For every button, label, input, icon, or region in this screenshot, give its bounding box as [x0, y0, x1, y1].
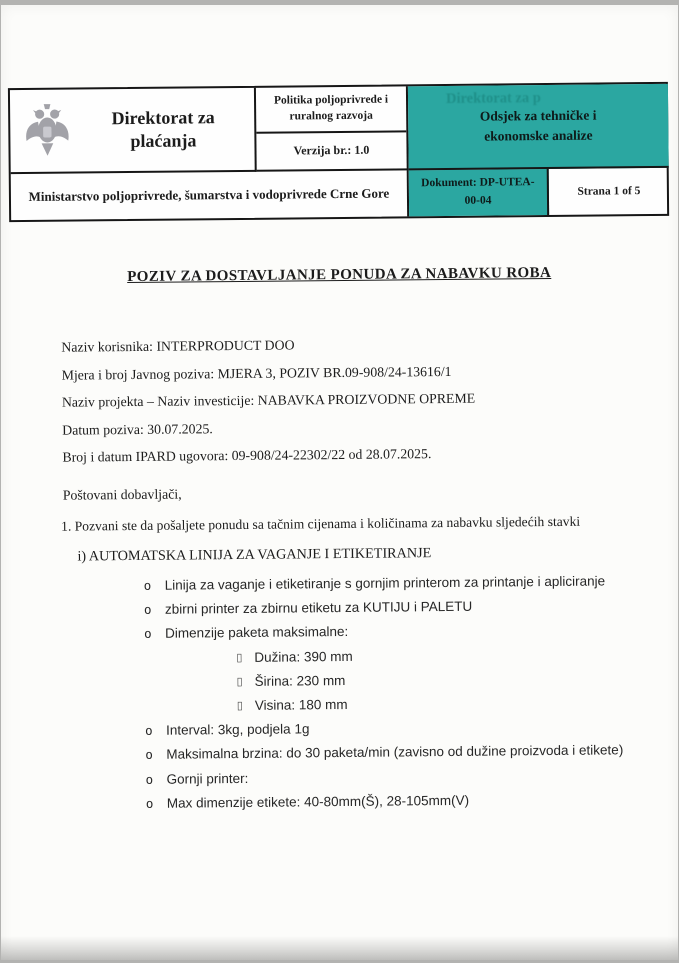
list-subitem: ▯ Širina: 230 mm: [236, 666, 626, 694]
document-header-table: [8, 82, 669, 222]
header-cell-policy-version: [256, 86, 409, 171]
version-label: Verzija br.: 1.0: [293, 143, 370, 158]
info-line-beneficiary: Naziv korisnika: INTERPRODUCT DOO: [61, 337, 295, 355]
list-item: o Maksimalna brzina: do 30 paketa/min (zavisno od dužine proizvoda i etikete): [145, 739, 627, 768]
header-cell-page-number: [549, 168, 669, 215]
list-item: o Dimenzije paketa maksimalne:: [144, 618, 626, 647]
list-subitem: ▯ Visina: 180 mm: [237, 690, 627, 718]
document-code-label: Dokument: DP-UTEA-00-04: [421, 176, 535, 207]
list-item: o Max dimenzije etikete: 40-80mm(Š), 28-105mm(V): [146, 787, 628, 816]
bullet-marker: o: [143, 577, 152, 593]
square-bullet-marker: ▯: [236, 699, 243, 713]
scan-content: [0, 2, 679, 963]
bullet-marker: o: [145, 723, 153, 739]
list-item: o Linija za vaganje i etiketiranje s gornjim printerom za printanje i apliciranje: [144, 569, 626, 598]
directorate-title: Direktorat za plaćanja: [111, 106, 215, 152]
square-bullet-marker: ▯: [236, 651, 243, 664]
list-subitem: ▯ Dužina: 390 mm: [236, 642, 626, 670]
ministry-label: Ministarstvo poljoprivrede, šumarstva i vodoprivrede Crne Gore: [28, 185, 390, 205]
specification-list: [144, 569, 628, 816]
header-cell-ministry: [11, 170, 409, 220]
list-item: o zbirni printer za zbirnu etiketu za KUTIJU i PALETU: [144, 593, 626, 622]
page-number-label: Strana 1 of 5: [577, 185, 641, 198]
list-item: o Interval: 3kg, podjela 1g: [145, 714, 627, 743]
bullet-marker: o: [144, 626, 152, 642]
bullet-marker: o: [145, 795, 154, 811]
info-line-project: Naziv projekta – Naziv investicije: NABAVKA PROIZVODNE OPREME: [61, 390, 476, 410]
page-title: POZIV ZA DOSTAVLJANJE PONUDA ZA NABAVKU ROBA: [127, 264, 552, 286]
bullet-marker: o: [145, 771, 154, 787]
bullet-marker: o: [143, 602, 152, 618]
policy-label: Politika poljoprivrede i ruralnog razvoja: [256, 86, 406, 133]
paper-sheet: [1, 5, 678, 960]
numbered-intro-item: 1. Pozvani ste da pošaljete ponudu sa tačnim cijenama i količinama za nabavku sljedećih stavki: [61, 513, 581, 534]
info-line-contract: Broj i datum IPARD ugovora: 09-908/24-22302/22 od 28.07.2025.: [62, 446, 432, 465]
coat-of-arms-icon: [22, 101, 73, 161]
header-cell-department: [408, 84, 669, 170]
header-cell-directorate: [10, 88, 257, 174]
info-block: [61, 330, 476, 471]
department-label: Odsjek za tehničke i ekonomske analize: [479, 107, 597, 144]
list-item: o Gornji printer:: [145, 763, 627, 792]
header-cell-document-code: [409, 169, 549, 216]
info-line-measure: Mjera i broj Javnog poziva: MJERA 3, POZIV BR.09-908/24-13616/1: [61, 363, 452, 383]
section-heading: i) AUTOMATSKA LINIJA ZA VAGANJE I ETIKETIRANJE: [77, 545, 432, 565]
square-bullet-marker: ▯: [236, 675, 243, 688]
info-line-call-date: Datum poziva: 30.07.2025.: [62, 420, 213, 438]
bleed-through-ghost-text: Direktorat za p: [445, 90, 541, 107]
bullet-marker: o: [145, 747, 153, 763]
salutation-text: Poštovani dobavljači,: [62, 486, 182, 503]
